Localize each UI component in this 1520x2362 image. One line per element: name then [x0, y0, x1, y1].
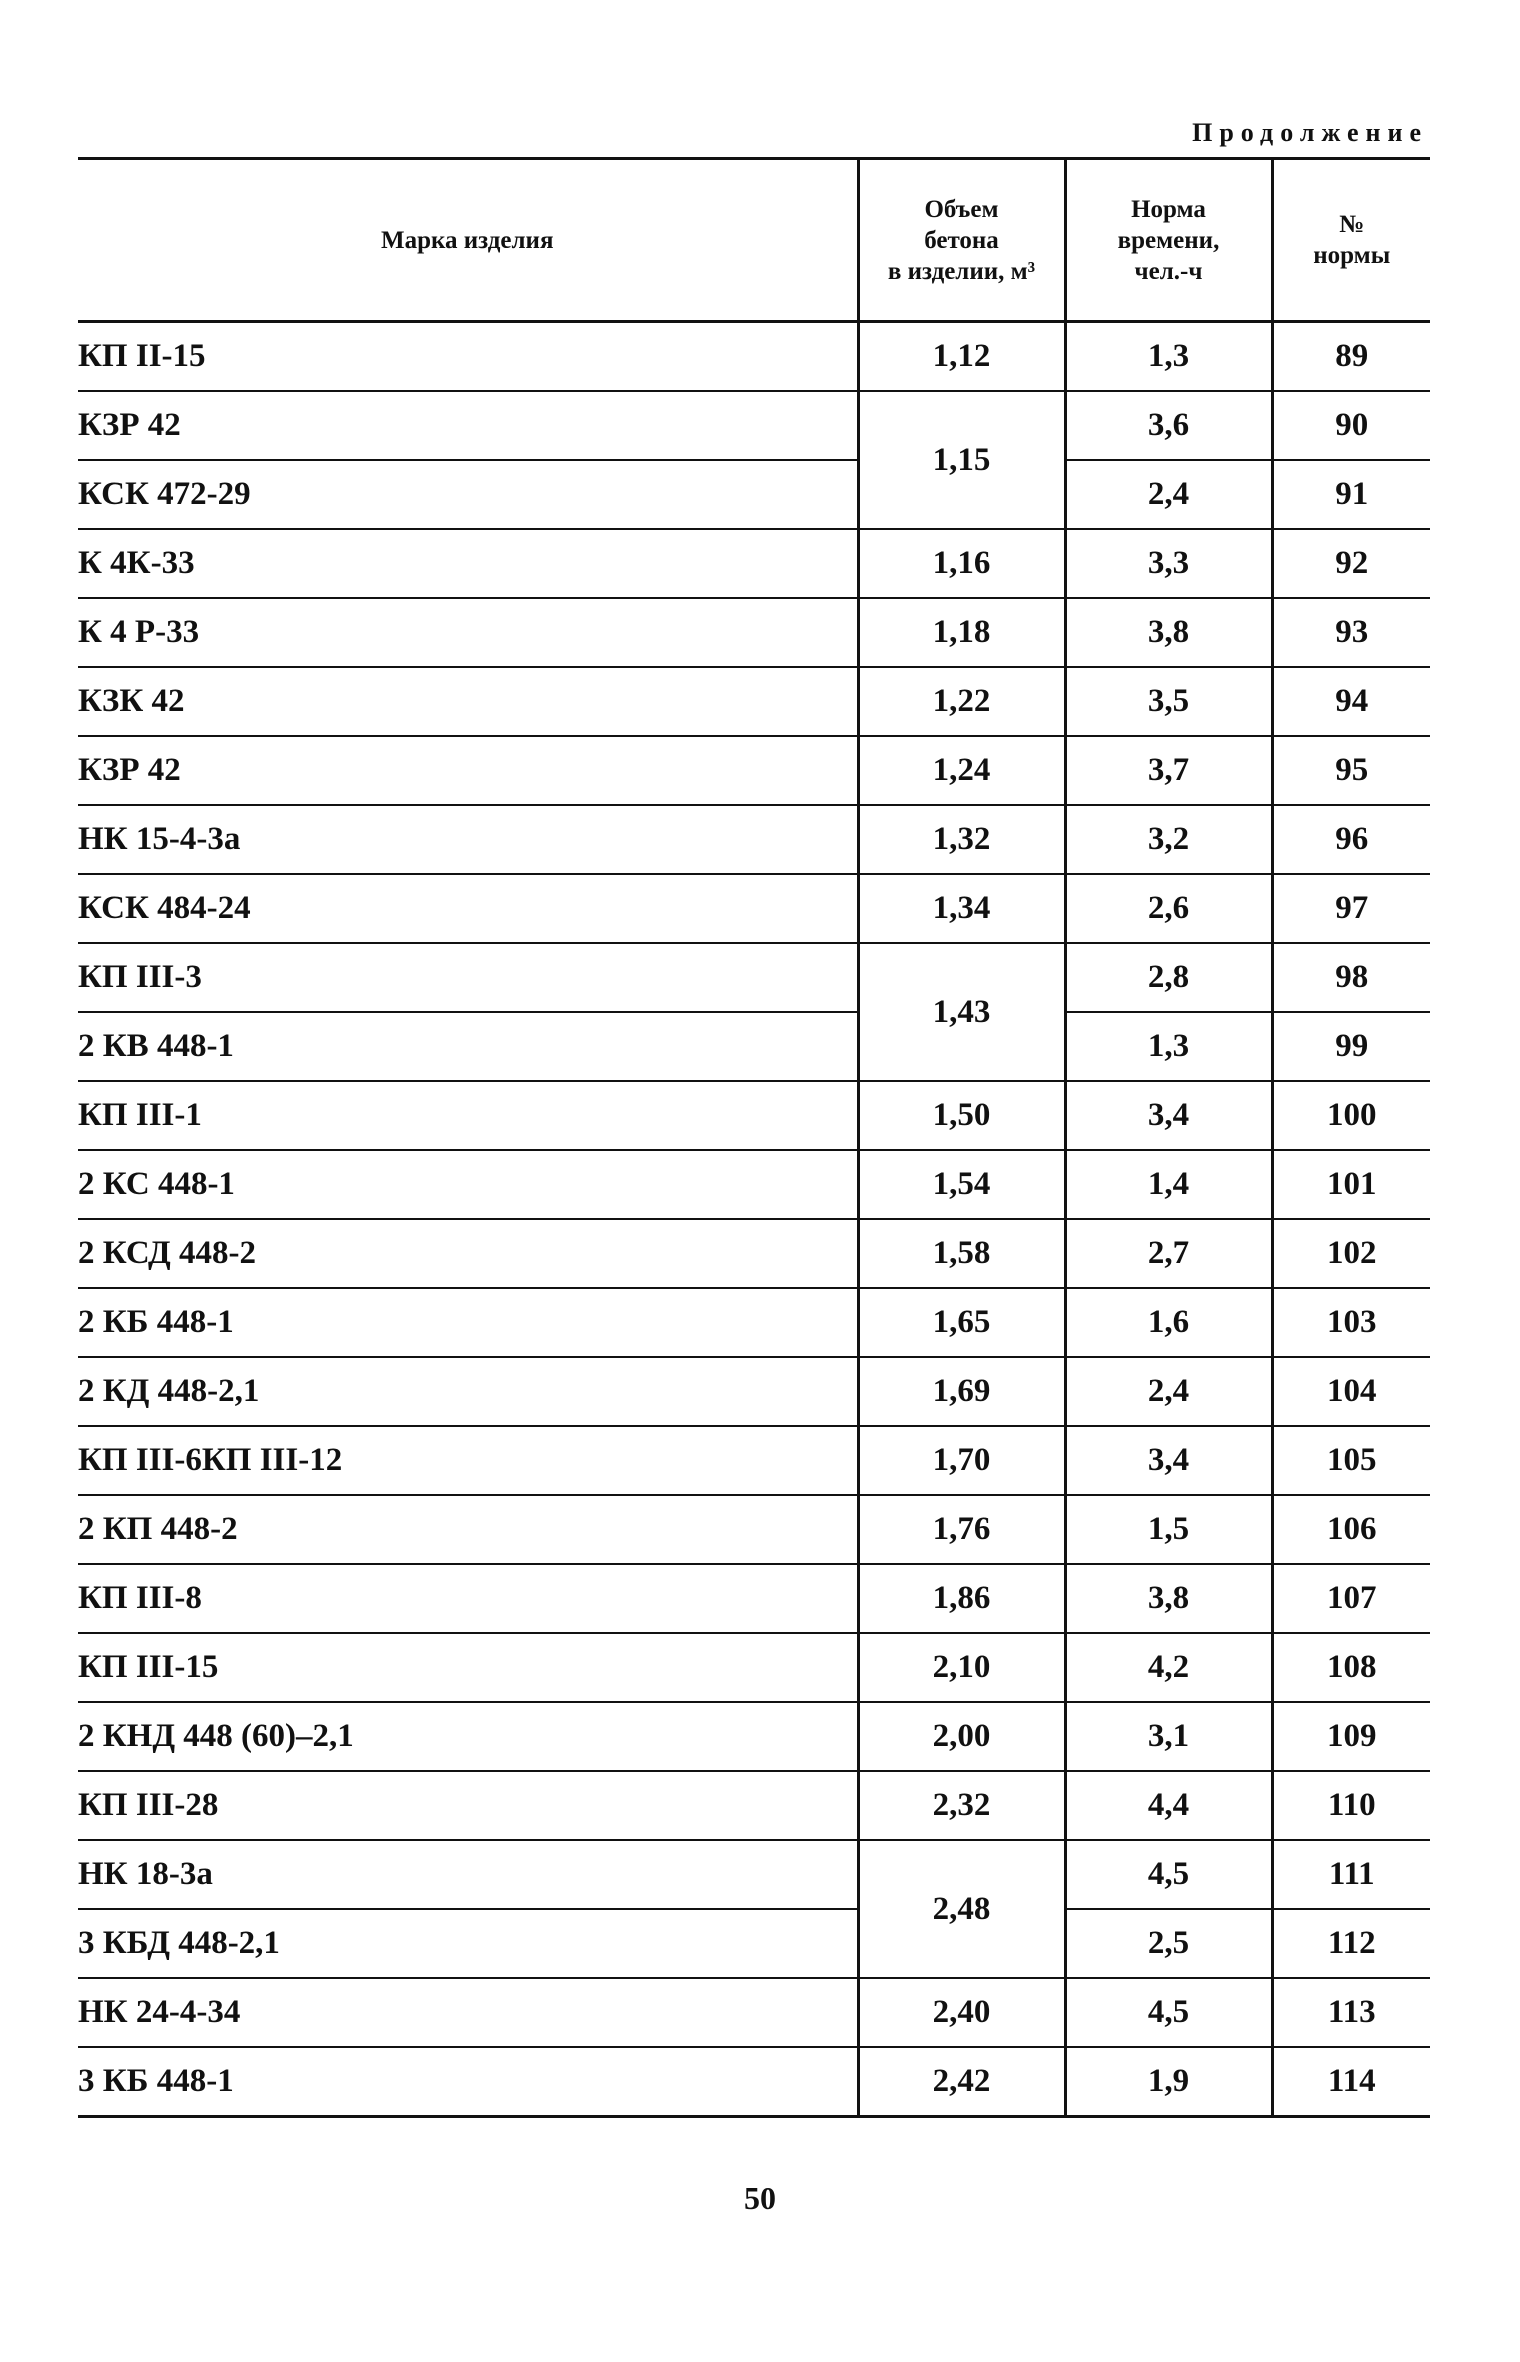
cell-volume: 2,00 — [858, 1702, 1065, 1771]
cell-norm-number: 104 — [1272, 1357, 1430, 1426]
cell-volume: 2,40 — [858, 1978, 1065, 2047]
cell-norm-number: 100 — [1272, 1081, 1430, 1150]
header-norm-time: Норма времени, чел.-ч — [1065, 159, 1272, 322]
cell-mark: К 4К-33 — [78, 529, 858, 598]
cell-norm-number: 91 — [1272, 460, 1430, 529]
table-row — [78, 322, 1430, 392]
cell-norm-number: 96 — [1272, 805, 1430, 874]
table-row — [78, 1219, 1430, 1288]
cell-norm-time: 3,7 — [1065, 736, 1272, 805]
cell-norm-number: 107 — [1272, 1564, 1430, 1633]
cell-norm-time: 2,8 — [1065, 943, 1272, 1012]
cell-mark: КП III-15 — [78, 1633, 858, 1702]
cell-volume: 2,48 — [858, 1840, 1065, 1978]
table-row — [78, 667, 1430, 736]
table-row — [78, 805, 1430, 874]
cell-mark: 3 КБ 448-1 — [78, 2047, 858, 2117]
table-row — [78, 1771, 1430, 1840]
cell-mark: 2 КНД 448 (60)–2,1 — [78, 1702, 858, 1771]
cell-norm-number: 105 — [1272, 1426, 1430, 1495]
table-header-row — [78, 159, 1430, 322]
cell-norm-number: 92 — [1272, 529, 1430, 598]
page-number: 50 — [744, 2180, 776, 2216]
cell-mark: КСК 472-29 — [78, 460, 858, 529]
cell-volume: 1,43 — [858, 943, 1065, 1081]
cell-norm-number: 97 — [1272, 874, 1430, 943]
cell-volume: 1,34 — [858, 874, 1065, 943]
cell-volume: 1,18 — [858, 598, 1065, 667]
norms-table — [78, 157, 1430, 2118]
cell-norm-number: 94 — [1272, 667, 1430, 736]
cell-norm-time: 3,4 — [1065, 1426, 1272, 1495]
table-row — [78, 529, 1430, 598]
cell-norm-number: 95 — [1272, 736, 1430, 805]
cell-norm-time: 2,6 — [1065, 874, 1272, 943]
table-row — [78, 391, 1430, 460]
cell-norm-number: 110 — [1272, 1771, 1430, 1840]
table-row — [78, 943, 1430, 1012]
cell-volume: 1,76 — [858, 1495, 1065, 1564]
table-row — [78, 2047, 1430, 2117]
cell-volume: 1,16 — [858, 529, 1065, 598]
cell-volume: 1,65 — [858, 1288, 1065, 1357]
cell-norm-time: 3,6 — [1065, 391, 1272, 460]
table-row — [78, 874, 1430, 943]
cell-volume: 1,54 — [858, 1150, 1065, 1219]
table-row — [78, 1357, 1430, 1426]
cell-norm-number: 90 — [1272, 391, 1430, 460]
cell-norm-time: 1,3 — [1065, 1012, 1272, 1081]
cell-mark: НК 18-3а — [78, 1840, 858, 1909]
cell-mark: КП III-28 — [78, 1771, 858, 1840]
cell-norm-number: 89 — [1272, 322, 1430, 392]
cell-volume: 1,32 — [858, 805, 1065, 874]
norms-table-container — [78, 157, 1430, 2118]
cell-mark: 2 КСД 448-2 — [78, 1219, 858, 1288]
cell-norm-time: 4,2 — [1065, 1633, 1272, 1702]
cell-mark: КП III-1 — [78, 1081, 858, 1150]
cell-norm-time: 1,5 — [1065, 1495, 1272, 1564]
cell-norm-time: 3,3 — [1065, 529, 1272, 598]
cell-norm-time: 1,3 — [1065, 322, 1272, 392]
cell-norm-time: 3,2 — [1065, 805, 1272, 874]
cell-norm-time: 3,4 — [1065, 1081, 1272, 1150]
cell-volume: 1,69 — [858, 1357, 1065, 1426]
cell-mark: 2 КВ 448-1 — [78, 1012, 858, 1081]
cell-norm-time: 1,6 — [1065, 1288, 1272, 1357]
cell-mark: КСК 484-24 — [78, 874, 858, 943]
cell-norm-number: 112 — [1272, 1909, 1430, 1978]
cell-norm-number: 98 — [1272, 943, 1430, 1012]
cell-norm-time: 1,4 — [1065, 1150, 1272, 1219]
cell-volume: 1,86 — [858, 1564, 1065, 1633]
cell-norm-number: 114 — [1272, 2047, 1430, 2117]
cell-volume: 2,42 — [858, 2047, 1065, 2117]
cell-volume: 1,15 — [858, 391, 1065, 529]
cell-mark: КЗК 42 — [78, 667, 858, 736]
cell-norm-time: 3,1 — [1065, 1702, 1272, 1771]
table-row — [78, 1564, 1430, 1633]
cell-mark: 2 КС 448-1 — [78, 1150, 858, 1219]
table-row — [78, 1840, 1430, 1909]
cell-norm-time: 2,4 — [1065, 460, 1272, 529]
cell-norm-number: 93 — [1272, 598, 1430, 667]
table-row — [78, 598, 1430, 667]
cell-mark: НК 24-4-34 — [78, 1978, 858, 2047]
cell-volume: 2,32 — [858, 1771, 1065, 1840]
header-mark — [78, 159, 858, 322]
cell-volume: 1,50 — [858, 1081, 1065, 1150]
cell-norm-time: 2,4 — [1065, 1357, 1272, 1426]
cell-mark: КП III-3 — [78, 943, 858, 1012]
cell-volume: 1,22 — [858, 667, 1065, 736]
cell-norm-number: 109 — [1272, 1702, 1430, 1771]
cell-volume: 1,24 — [858, 736, 1065, 805]
cell-norm-number: 113 — [1272, 1978, 1430, 2047]
header-volume: Объем бетона в изделии, м³ — [858, 159, 1065, 322]
cell-mark: НК 15-4-3а — [78, 805, 858, 874]
cell-mark: КЗР 42 — [78, 391, 858, 460]
cell-norm-time: 3,8 — [1065, 1564, 1272, 1633]
table-row — [78, 736, 1430, 805]
cell-norm-number: 106 — [1272, 1495, 1430, 1564]
table-row — [78, 460, 1430, 529]
cell-norm-time: 1,9 — [1065, 2047, 1272, 2117]
cell-norm-number: 108 — [1272, 1633, 1430, 1702]
table-row — [78, 1495, 1430, 1564]
header-norm-number: № нормы — [1272, 159, 1430, 322]
table-row — [78, 1702, 1430, 1771]
cell-mark: КП II-15 — [78, 322, 858, 392]
cell-mark: 2 КД 448-2,1 — [78, 1357, 858, 1426]
cell-norm-time: 4,4 — [1065, 1771, 1272, 1840]
cell-mark: КЗР 42 — [78, 736, 858, 805]
header-mark-label: Марка изделия — [381, 226, 554, 254]
table-row — [78, 1081, 1430, 1150]
cell-mark: КП III-6КП III-12 — [78, 1426, 858, 1495]
table-body — [78, 322, 1430, 2117]
table-row — [78, 1978, 1430, 2047]
cell-volume: 1,70 — [858, 1426, 1065, 1495]
cell-norm-time: 4,5 — [1065, 1840, 1272, 1909]
continuation-label: Продолжение — [1192, 118, 1428, 147]
cell-mark: 3 КБД 448-2,1 — [78, 1909, 858, 1978]
cell-norm-time: 4,5 — [1065, 1978, 1272, 2047]
cell-mark: 2 КП 448-2 — [78, 1495, 858, 1564]
cell-norm-time: 3,5 — [1065, 667, 1272, 736]
cell-volume: 1,58 — [858, 1219, 1065, 1288]
table-row — [78, 1288, 1430, 1357]
cell-volume: 2,10 — [858, 1633, 1065, 1702]
cell-norm-number: 101 — [1272, 1150, 1430, 1219]
table-row — [78, 1012, 1430, 1081]
cell-mark: КП III-8 — [78, 1564, 858, 1633]
cell-norm-number: 99 — [1272, 1012, 1430, 1081]
table-row — [78, 1909, 1430, 1978]
cell-volume: 1,12 — [858, 322, 1065, 392]
cell-norm-time: 2,5 — [1065, 1909, 1272, 1978]
table-row — [78, 1426, 1430, 1495]
cell-norm-number: 111 — [1272, 1840, 1430, 1909]
cell-norm-time: 3,8 — [1065, 598, 1272, 667]
cell-mark: К 4 Р-33 — [78, 598, 858, 667]
table-row — [78, 1150, 1430, 1219]
table-row — [78, 1633, 1430, 1702]
cell-norm-number: 103 — [1272, 1288, 1430, 1357]
cell-norm-number: 102 — [1272, 1219, 1430, 1288]
cell-mark: 2 КБ 448-1 — [78, 1288, 858, 1357]
cell-norm-time: 2,7 — [1065, 1219, 1272, 1288]
